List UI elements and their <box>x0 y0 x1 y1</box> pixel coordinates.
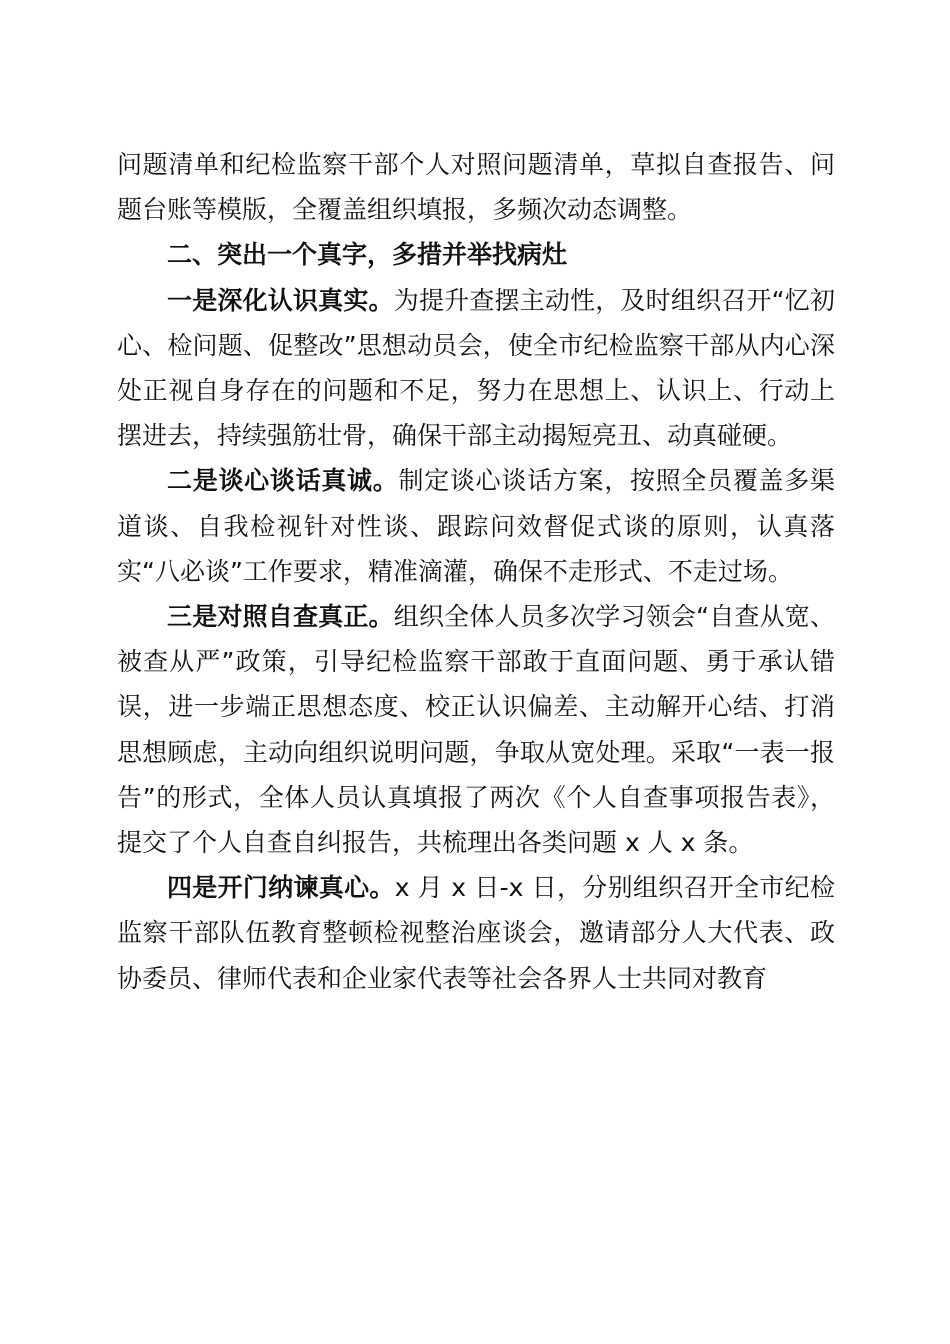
paragraph-item-2 <box>117 458 835 594</box>
item-4-lead: 四是开门纳谏真心。 <box>167 873 395 903</box>
paragraph-item-1 <box>117 278 835 459</box>
paragraph-continuation: 问题清单和纪检监察干部个人对照问题清单，草拟自查报告、问题台账等模版，全覆盖组织填报，多频次动态调整。 <box>117 150 835 225</box>
item-1-body: 为提升查摆主动性，及时组织召开“忆初心、检问题、促整改”思想动员会，使全市纪检监察干部从内心深处正视自身存在的问题和不足，努力在思想上、认识上、行动上摆进去，持续强筋壮骨，确保干部主动揭短亮丑、动真碰硬。 <box>117 285 835 451</box>
item-1-lead: 一是深化认识真实。 <box>167 285 394 315</box>
item-2-body: 制定谈心谈话方案，按照全员覆盖多渠道谈、自我检视针对性谈、跟踪问效督促式谈的原则，认真落实“八必谈”工作要求，精准滴灌，确保不走形式、不走过场。 <box>117 466 835 586</box>
item-4-body: x 月 x 日-x 日，分别组织召开全市纪检监察干部队伍教育整顿检视整治座谈会，邀请部分人大代表、政协委员、律师代表和企业家代表等社会各界人士共同对教育 <box>117 873 835 993</box>
paragraph-item-3 <box>117 594 835 865</box>
section-heading: 二、突出一个真字，多措并举找病灶 <box>167 240 568 270</box>
paragraph-item-4 <box>117 865 835 1001</box>
item-2-lead: 二是谈心谈话真诚。 <box>167 466 399 496</box>
item-3-body: 组织全体人员多次学习领会“自查从宽、被查从严”政策，引导纪检监察干部敢于直面问题、勇于承认错误，进一步端正思想态度、校正认识偏差、主动解开心结、打消思想顾虑，主动向组织说明问题，争取从宽处理。采取“一表一报告”的形式，全体人员认真填报了两次《个人自查事项报告表》，提交了个人自查自纠报告，共梳理出各类问题 x 人 x 条。 <box>117 602 835 858</box>
document-body <box>117 142 835 1001</box>
item-3-lead: 三是对照自查真正。 <box>167 602 394 632</box>
